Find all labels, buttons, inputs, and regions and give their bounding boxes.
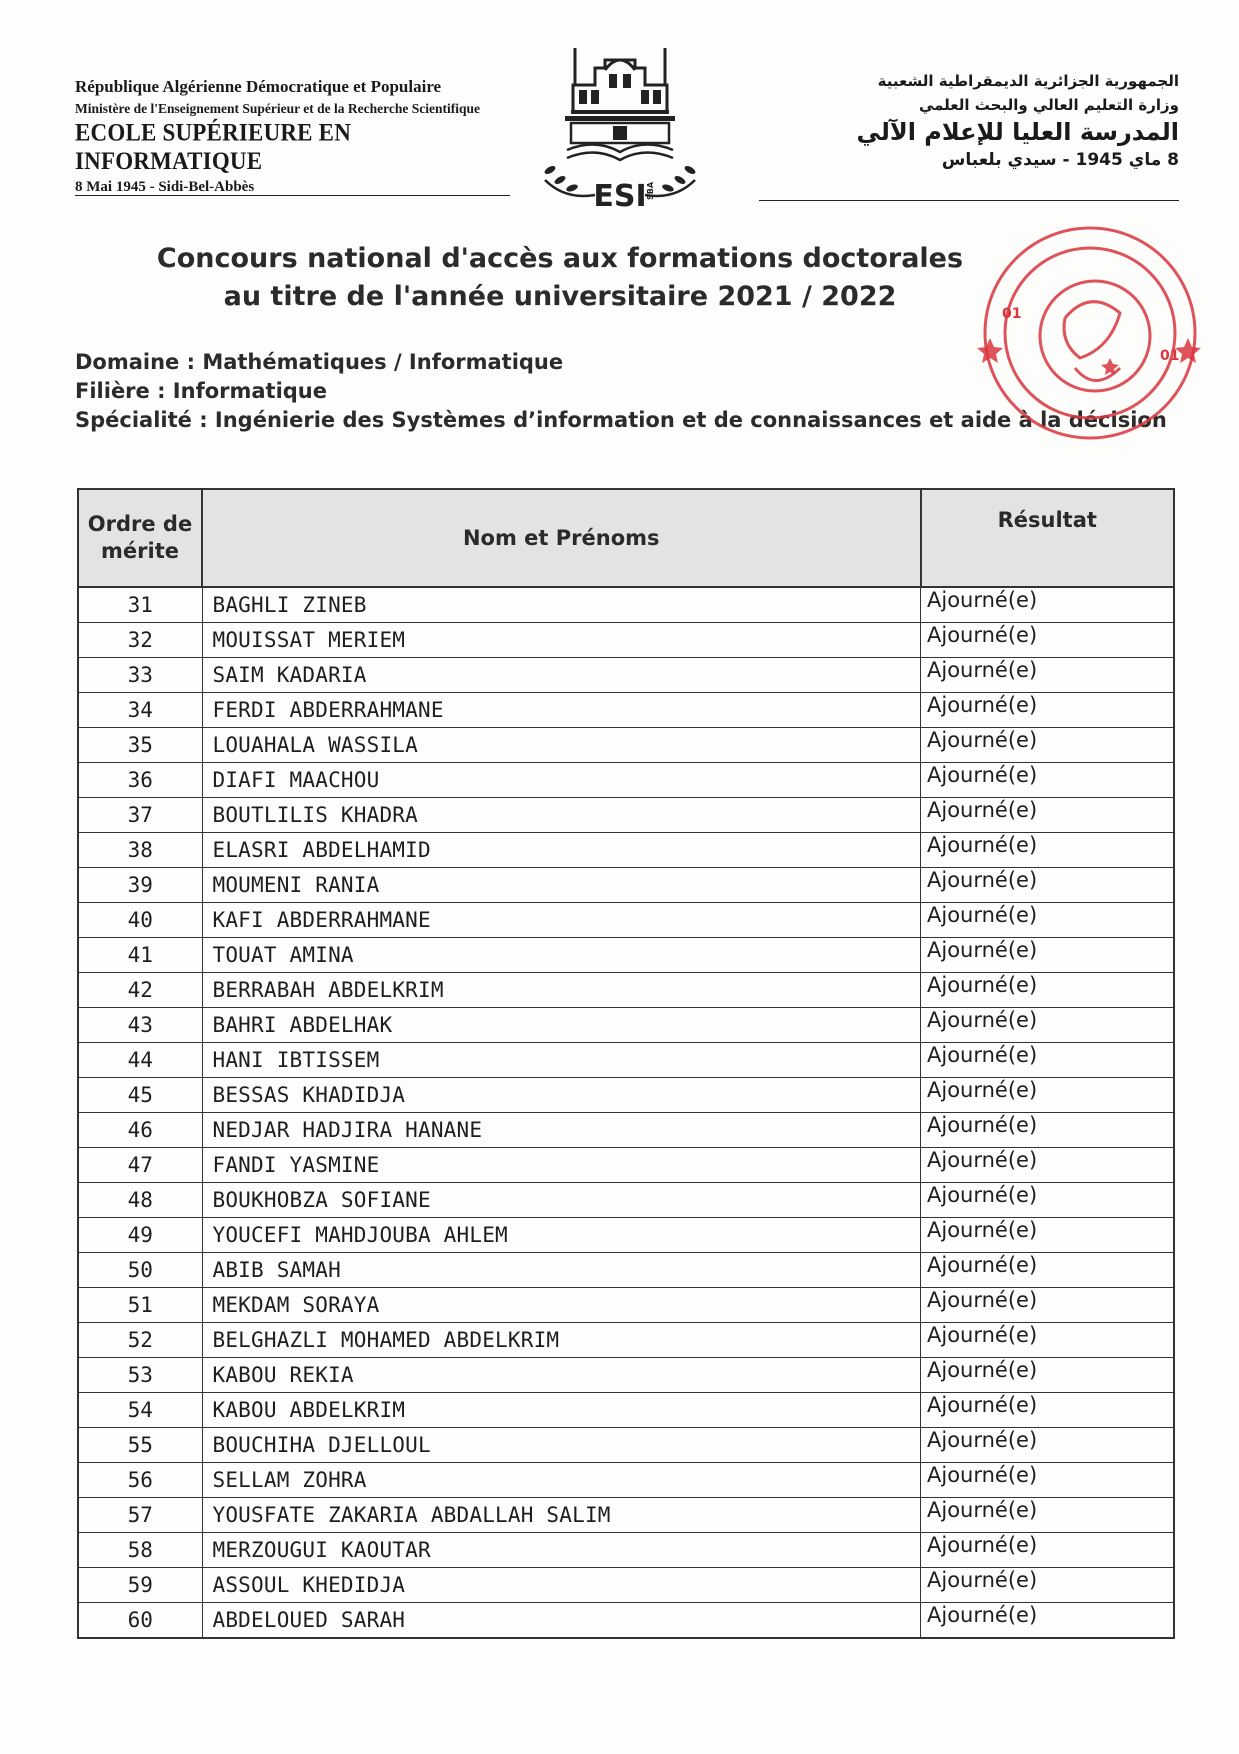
school-address-ar: 8 ماي 1945 - سيدي بلعباس xyxy=(941,150,1179,170)
result-cell: Ajourné(e) xyxy=(921,587,1175,623)
name-cell: BOUKHOBZA SOFIANE xyxy=(202,1183,921,1218)
result-cell: Ajourné(e) xyxy=(921,1428,1175,1463)
table-row xyxy=(78,1428,1174,1463)
header-name: Nom et Prénoms xyxy=(202,489,921,587)
ministry-label-ar: وزارة التعليم العالي والبحث العلمي xyxy=(918,96,1179,114)
table-row xyxy=(78,658,1174,693)
rank-cell: 34 xyxy=(78,693,202,728)
rank-cell: 39 xyxy=(78,868,202,903)
rank-cell: 43 xyxy=(78,1008,202,1043)
table-row xyxy=(78,1533,1174,1568)
result-cell: Ajourné(e) xyxy=(921,1603,1175,1639)
result-cell: Ajourné(e) xyxy=(921,1568,1175,1603)
name-cell: MEKDAM SORAYA xyxy=(202,1288,921,1323)
table-row xyxy=(78,1498,1174,1533)
rank-cell: 33 xyxy=(78,658,202,693)
table-row xyxy=(78,1463,1174,1498)
rank-cell: 47 xyxy=(78,1148,202,1183)
result-cell: Ajourné(e) xyxy=(921,1078,1175,1113)
name-cell: BESSAS KHADIDJA xyxy=(202,1078,921,1113)
rank-cell: 45 xyxy=(78,1078,202,1113)
result-cell: Ajourné(e) xyxy=(921,833,1175,868)
result-cell: Ajourné(e) xyxy=(921,623,1175,658)
rank-cell: 36 xyxy=(78,763,202,798)
ministry-label: Ministère de l'Enseignement Supérieur et de la Recherche Scientifique xyxy=(75,101,480,116)
rank-cell: 40 xyxy=(78,903,202,938)
school-logo xyxy=(505,30,735,210)
title-line-1: Concours national d'accès aux formations doctorales xyxy=(156,243,964,274)
rank-cell: 60 xyxy=(78,1603,202,1639)
table-row xyxy=(78,1288,1174,1323)
rank-cell: 52 xyxy=(78,1323,202,1358)
result-cell: Ajourné(e) xyxy=(921,728,1175,763)
result-cell: Ajourné(e) xyxy=(921,1288,1175,1323)
result-cell: Ajourné(e) xyxy=(921,1253,1175,1288)
rank-cell: 49 xyxy=(78,1218,202,1253)
result-cell: Ajourné(e) xyxy=(921,1463,1175,1498)
table-row xyxy=(78,798,1174,833)
results-table xyxy=(77,488,1175,1639)
name-cell: KABOU ABDELKRIM xyxy=(202,1393,921,1428)
result-cell: Ajourné(e) xyxy=(921,1148,1175,1183)
seal-stamp-icon xyxy=(960,218,1210,448)
result-cell: Ajourné(e) xyxy=(921,1043,1175,1078)
name-cell: YOUSFATE ZAKARIA ABDALLAH SALIM xyxy=(202,1498,921,1533)
result-cell: Ajourné(e) xyxy=(921,1183,1175,1218)
table-row xyxy=(78,693,1174,728)
result-cell: Ajourné(e) xyxy=(921,798,1175,833)
republic-label: République Algérienne Démocratique et Populaire xyxy=(75,77,442,96)
name-cell: FANDI YASMINE xyxy=(202,1148,921,1183)
result-cell: Ajourné(e) xyxy=(921,938,1175,973)
school-name-ar: المدرسة العليا للإعلام الآلي xyxy=(856,118,1179,146)
name-cell: SAIM KADARIA xyxy=(202,658,921,693)
name-cell: ELASRI ABDELHAMID xyxy=(202,833,921,868)
table-row xyxy=(78,1323,1174,1358)
name-cell: FERDI ABDERRAHMANE xyxy=(202,693,921,728)
rank-cell: 38 xyxy=(78,833,202,868)
name-cell: KABOU REKIA xyxy=(202,1358,921,1393)
header-left-divider xyxy=(75,195,510,196)
name-cell: NEDJAR HADJIRA HANANE xyxy=(202,1113,921,1148)
name-cell: ASSOUL KHEDIDJA xyxy=(202,1568,921,1603)
table-row xyxy=(78,1218,1174,1253)
name-cell: BERRABAH ABDELKRIM xyxy=(202,973,921,1008)
table-row xyxy=(78,1148,1174,1183)
rank-cell: 57 xyxy=(78,1498,202,1533)
rank-cell: 55 xyxy=(78,1428,202,1463)
page-title xyxy=(0,240,1120,316)
table-row xyxy=(78,868,1174,903)
table-row xyxy=(78,1603,1174,1639)
rank-cell: 41 xyxy=(78,938,202,973)
rank-cell: 53 xyxy=(78,1358,202,1393)
rank-cell: 32 xyxy=(78,623,202,658)
header-right xyxy=(759,72,1179,170)
rank-cell: 46 xyxy=(78,1113,202,1148)
table-row xyxy=(78,1008,1174,1043)
domain-label: Domaine : Mathématiques / Informatique xyxy=(75,350,564,374)
table-row xyxy=(78,973,1174,1008)
logo-subtext: SBA xyxy=(646,181,655,200)
name-cell: MOUMENI RANIA xyxy=(202,868,921,903)
result-cell: Ajourné(e) xyxy=(921,868,1175,903)
name-cell: BOUTLILIS KHADRA xyxy=(202,798,921,833)
result-cell: Ajourné(e) xyxy=(921,903,1175,938)
rank-cell: 44 xyxy=(78,1043,202,1078)
name-cell: YOUCEFI MAHDJOUBA AHLEM xyxy=(202,1218,921,1253)
result-cell: Ajourné(e) xyxy=(921,1498,1175,1533)
name-cell: BAHRI ABDELHAK xyxy=(202,1008,921,1043)
result-cell: Ajourné(e) xyxy=(921,763,1175,798)
name-cell: KAFI ABDERRAHMANE xyxy=(202,903,921,938)
rank-cell: 50 xyxy=(78,1253,202,1288)
rank-cell: 58 xyxy=(78,1533,202,1568)
result-cell: Ajourné(e) xyxy=(921,1218,1175,1253)
result-cell: Ajourné(e) xyxy=(921,1113,1175,1148)
header-right-divider xyxy=(759,200,1179,201)
rank-cell: 59 xyxy=(78,1568,202,1603)
name-cell: BOUCHIHA DJELLOUL xyxy=(202,1428,921,1463)
table-row xyxy=(78,833,1174,868)
name-cell: MOUISSAT MERIEM xyxy=(202,623,921,658)
table-row xyxy=(78,1078,1174,1113)
table-row xyxy=(78,623,1174,658)
logo-text: ESI xyxy=(593,179,647,210)
result-cell: Ajourné(e) xyxy=(921,658,1175,693)
table-row xyxy=(78,587,1174,623)
result-cell: Ajourné(e) xyxy=(921,1358,1175,1393)
result-cell: Ajourné(e) xyxy=(921,1393,1175,1428)
republic-label-ar: الجمهورية الجزائرية الديمقراطية الشعبية xyxy=(877,72,1179,90)
school-address: 8 Mai 1945 - Sidi-Bel-Abbès xyxy=(75,179,255,195)
header-left xyxy=(75,77,515,196)
stamp-number-left: 01 xyxy=(1002,306,1022,322)
table-row xyxy=(78,1253,1174,1288)
title-line-2: au titre de l'année universitaire 2021 / 2022 xyxy=(223,281,897,312)
name-cell: ABIB SAMAH xyxy=(202,1253,921,1288)
name-cell: MERZOUGUI KAOUTAR xyxy=(202,1533,921,1568)
table-row xyxy=(78,903,1174,938)
rank-cell: 56 xyxy=(78,1463,202,1498)
header-result: Résultat xyxy=(921,489,1175,587)
name-cell: BELGHAZLI MOHAMED ABDELKRIM xyxy=(202,1323,921,1358)
result-cell: Ajourné(e) xyxy=(921,1008,1175,1043)
rank-cell: 42 xyxy=(78,973,202,1008)
name-cell: HANI IBTISSEM xyxy=(202,1043,921,1078)
specialite-label: Spécialité : Ingénierie des Systèmes d’information et de connaissances et aide à la décision xyxy=(75,408,1167,432)
rank-cell: 37 xyxy=(78,798,202,833)
table-row xyxy=(78,938,1174,973)
result-cell: Ajourné(e) xyxy=(921,693,1175,728)
name-cell: SELLAM ZOHRA xyxy=(202,1463,921,1498)
name-cell: ABDELOUED SARAH xyxy=(202,1603,921,1639)
result-cell: Ajourné(e) xyxy=(921,1323,1175,1358)
table-row xyxy=(78,1113,1174,1148)
table-row xyxy=(78,1393,1174,1428)
header-rank: Ordre de mérite xyxy=(78,489,202,587)
official-stamp xyxy=(960,218,1210,448)
filiere-label: Filière : Informatique xyxy=(75,379,327,403)
result-cell: Ajourné(e) xyxy=(921,1533,1175,1568)
rank-cell: 54 xyxy=(78,1393,202,1428)
table-row xyxy=(78,1568,1174,1603)
table-row xyxy=(78,1043,1174,1078)
rank-cell: 31 xyxy=(78,587,202,623)
rank-cell: 48 xyxy=(78,1183,202,1218)
table-row xyxy=(78,763,1174,798)
rank-cell: 35 xyxy=(78,728,202,763)
table-header-row xyxy=(78,489,1174,587)
school-name: ECOLE SUPÉRIEURE EN INFORMATIQUE xyxy=(75,118,352,175)
rank-cell: 51 xyxy=(78,1288,202,1323)
result-cell: Ajourné(e) xyxy=(921,973,1175,1008)
table-row xyxy=(78,1358,1174,1393)
stamp-number-right: 01 xyxy=(1160,348,1180,364)
name-cell: TOUAT AMINA xyxy=(202,938,921,973)
name-cell: BAGHLI ZINEB xyxy=(202,587,921,623)
table-body xyxy=(78,587,1174,1638)
name-cell: DIAFI MAACHOU xyxy=(202,763,921,798)
name-cell: LOUAHALA WASSILA xyxy=(202,728,921,763)
table-row xyxy=(78,728,1174,763)
building-book-logo-icon xyxy=(505,30,735,210)
table-row xyxy=(78,1183,1174,1218)
